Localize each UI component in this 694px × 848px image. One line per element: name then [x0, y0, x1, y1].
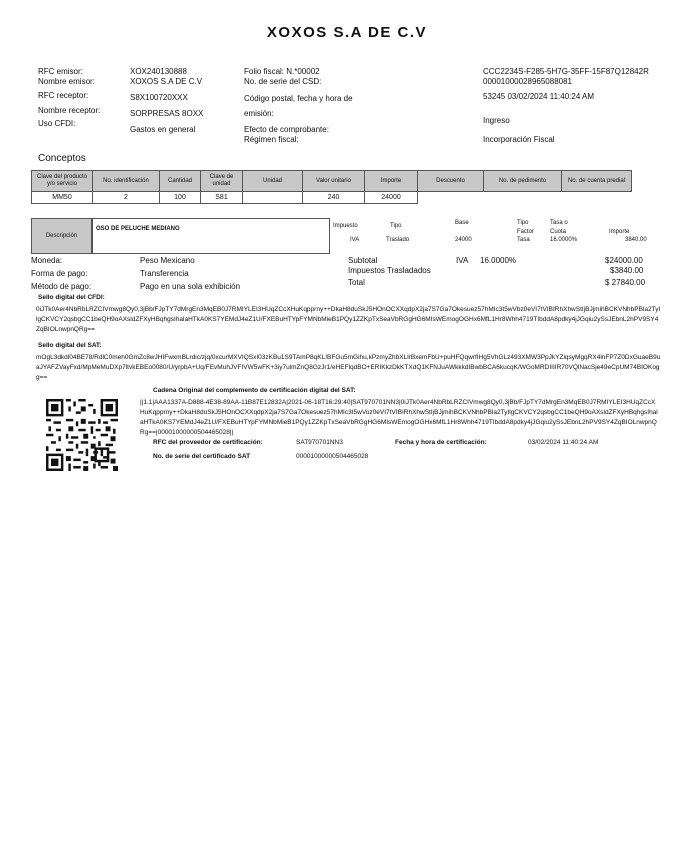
table-row: [32, 192, 632, 204]
emision-label: emisión:: [244, 109, 274, 118]
csd-label: No. de serie del CSD:: [244, 77, 322, 86]
uso-cfdi-label: Uso CFDI:: [38, 119, 76, 128]
sello-sat-value: mOgL3dkdl04BE78/RdlC0meh0GmZc8wJHIFwxmBLrdic/zjq/0xcurMXVIQSxI03zKBu1S9TAmP8qKL!BFGu5mGihu,kPzmyZhbXLlrBxemFbU+puHFQqwrfIHg5VhGLz493XMW3PpJkYZiqsyMgqRX4lnFP7Z0DxGuaeB9uaJYAFZVayFxd/MpMeMuDXp7ltvkEBEo0080/U/yrpbA+Uq/FEvMuhJVFIVW5wFK+3iy7ulmZnQ8GzJr1/eHEFlqdBO+ERIKkzDkKTXdQ1KFNJuAWkkkdIBwbBCA6kucqK/WGoMRDIIIIR70VQlNacSje49eCpUM74BIOKogg==: [36, 354, 661, 381]
iva-label: IVA: [456, 256, 469, 265]
conceptos-heading: Conceptos: [38, 153, 86, 164]
col-header: Valor unitario: [303, 171, 365, 192]
trasladados-value: $3840.00: [610, 266, 644, 275]
tax-header-tipo-factor-2: Factor: [517, 229, 535, 235]
sello-cfdi-value: 0iJTk0Aer4NbRbLRZCIVmwg8Qy0,3jBb/FJpTY7dMrgEn3MqEB0J7RMIYLEI3HUqZCcXHuKqpprny++DkaH8duSkJ5HOnOCXXqdpX2ja7S7Ga7Okesuez57hMIc3t5wVbz0eVI7tVIBIRhXhwStIjBJjmihBCKVNhbPBla2TyIlgCKVCY2qsbgCC1beQH9oAXsldZFXyHBqhgsIhalaHTkA0KS7YEMdJ4eZ1U/FXEBuHTYpFYMNbMieB1PQy1ZZKpTxSeaVbRGgHG6MIsWEmogOGHx6MfL1Hr8Whh4719TIbddA8pdky4jJGqiu2ySsJEbnL2hPV9SY4ZqBIOLnwpnQRg==: [36, 306, 661, 333]
rfc-receptor-label: RFC receptor:: [38, 91, 89, 100]
total-value: $ 27840.00: [605, 278, 646, 287]
cell-importe: 24000: [365, 192, 418, 204]
col-header: No. de pedimento: [484, 171, 562, 192]
rfc-receptor-value: S8X100720XXX: [130, 93, 188, 102]
fecha-certificacion-value: 03/02/2024 11:40:24 AM: [528, 439, 599, 446]
col-header: Clave del producto y/o servicio: [32, 171, 93, 192]
uuid-value: CCC2234S-F285-5H7G-35FF-15F87Q12842R: [483, 67, 649, 76]
folio-fiscal-label: Folio fiscal: N.*00002: [244, 67, 320, 76]
tax-tipo: Traslado: [386, 237, 410, 243]
tax-impuesto: IVA: [350, 237, 360, 243]
cell-unidad: [243, 192, 303, 204]
metodo-pago-label: Método de pago:: [31, 282, 92, 291]
tax-tasa: 16.0000%: [550, 237, 578, 243]
regimen-label: Régimen fiscal:: [244, 135, 299, 144]
forma-pago-value: Transferencia: [140, 269, 189, 278]
qr-code: [46, 395, 118, 475]
cell-valor-unitario: 240: [303, 192, 365, 204]
cell-clave-producto: MM50: [32, 192, 93, 204]
tax-header-tipo-factor-1: Tipo: [517, 220, 529, 226]
cell-cantidad: 100: [160, 192, 201, 204]
no-serie-sat-label: No. de serie del certificado SAT: [153, 453, 251, 460]
no-serie-sat-value: 00001000000504465028: [296, 453, 369, 460]
cell-descuento: [418, 192, 484, 204]
cadena-original-value: ||1.1|AAA1337A-D888-4E38-89AA-11B87E12832A|2021-06-18T16:29:40|SAT970701NN3|0iJTk0Aer4NbRbLRZCIVmwg8Qy0,3jBb/FJpTY7dMrgEn3MqEB0J7RMIYLEI3HUqZCcXHuKqpprny++DkaH8duSkJ5HOnOCXXqdpX2ja7S7Ga7Okesuez57hMIc3t5wVoz0eVI7tVIBIRhXhwStIjBJjmihBCKVNhbPBla2TyIlgCKVCY2qsbgCC1beQH9oAXsldZFXyHBqhgsIhalaHTkA0KS7YEMdJ4eZ1U/FXEBuHTYpFYMNbMieB1PQy1ZZKpTxSeaVbRGgHG6MIsWEmogOGHx6MfL1Hr8Whh4719TIbddA8pdky4jJGqiu2ySsJEbnL2hPV9SY4ZqBIOLnwpnQRg==|00001000000504465028||: [140, 399, 658, 436]
csd-value: 00001000028965088081: [483, 77, 572, 86]
col-header: Descuento: [418, 171, 484, 192]
moneda-label: Moneda:: [31, 256, 63, 265]
total-label: Total: [348, 278, 365, 287]
col-header: No. de cuenta predial: [562, 171, 632, 192]
tax-header-tasa-2: Cuota: [550, 229, 567, 235]
col-header: Clave de unidad: [201, 171, 243, 192]
document-title: XOXOS S.A DE C.V: [266, 24, 428, 41]
tax-header-tasa-1: Tasa o: [550, 220, 568, 226]
rfc-emisor-label: RFC emisor:: [38, 67, 83, 76]
moneda-value: Peso Mexicano: [140, 256, 195, 265]
cell-pedimento: [484, 192, 562, 204]
cell-clave-unidad: S81: [201, 192, 243, 204]
cell-no-identificacion: 2: [93, 192, 160, 204]
tax-header-importe: Importe: [609, 229, 630, 235]
metodo-pago-value: Pago en una sola exhibición: [140, 282, 241, 291]
fecha-certificacion-label: Fecha y hora de certificación:: [395, 439, 487, 446]
col-header: Unidad: [243, 171, 303, 192]
regimen-value: Incorporación Fiscal: [483, 135, 555, 144]
forma-pago-label: Forma de pago:: [31, 269, 88, 278]
tax-header-tipo: Tipo: [390, 223, 402, 229]
col-header: Cantidad: [160, 171, 201, 192]
tax-header-base: Base: [455, 220, 469, 226]
descripcion-label: Descripción: [31, 218, 92, 254]
tax-factor: Tasa: [517, 237, 530, 243]
uso-cfdi-value: Gastos en general: [130, 125, 196, 134]
trasladados-label: Impuestos Trasladados: [348, 266, 431, 275]
cell-cuenta-predial: [562, 192, 632, 204]
cp-fecha-value: 53245 03/02/2024 11:40:24 AM: [483, 92, 595, 101]
cp-fecha-label: Código postal, fecha y hora de: [244, 94, 353, 103]
nombre-receptor-label: Nombre receptor:: [38, 106, 101, 115]
rfc-proveedor-value: SAT970701NN3: [296, 439, 343, 446]
conceptos-header-row: [32, 171, 632, 192]
efecto-value: Ingreso: [483, 116, 510, 125]
nombre-emisor-value: XOXOS S.A DE C.V: [130, 77, 203, 86]
subtotal-value: $24000.00: [605, 256, 643, 265]
tax-base: 24000: [455, 237, 472, 243]
rfc-emisor-value: XOX240130888: [130, 67, 187, 76]
sello-cfdi-label: Sello digital del CFDI:: [38, 294, 105, 301]
nombre-receptor-value: SORPRESAS 8OXX: [130, 109, 204, 118]
descripcion-value: OSO DE PELUCHE MEDIANO: [92, 218, 330, 254]
nombre-emisor-label: Nombre emisor:: [38, 77, 95, 86]
tax-importe: 3840.00: [625, 237, 647, 243]
subtotal-label: Subtotal: [348, 256, 378, 265]
rfc-proveedor-label: RFC del proveedor de certificación:: [153, 439, 263, 446]
tax-header-impuesto: Impuesto: [333, 223, 358, 229]
col-header: No. identificación: [93, 171, 160, 192]
col-header: Importe: [365, 171, 418, 192]
sello-sat-label: Sello digital del SAT:: [38, 342, 102, 349]
efecto-label: Efecto de comprobante:: [244, 125, 329, 134]
conceptos-table: [31, 170, 632, 204]
cadena-original-label: Cadena Original del complemento de certificación digital del SAT:: [153, 387, 356, 394]
iva-rate: 16.0000%: [480, 256, 517, 265]
